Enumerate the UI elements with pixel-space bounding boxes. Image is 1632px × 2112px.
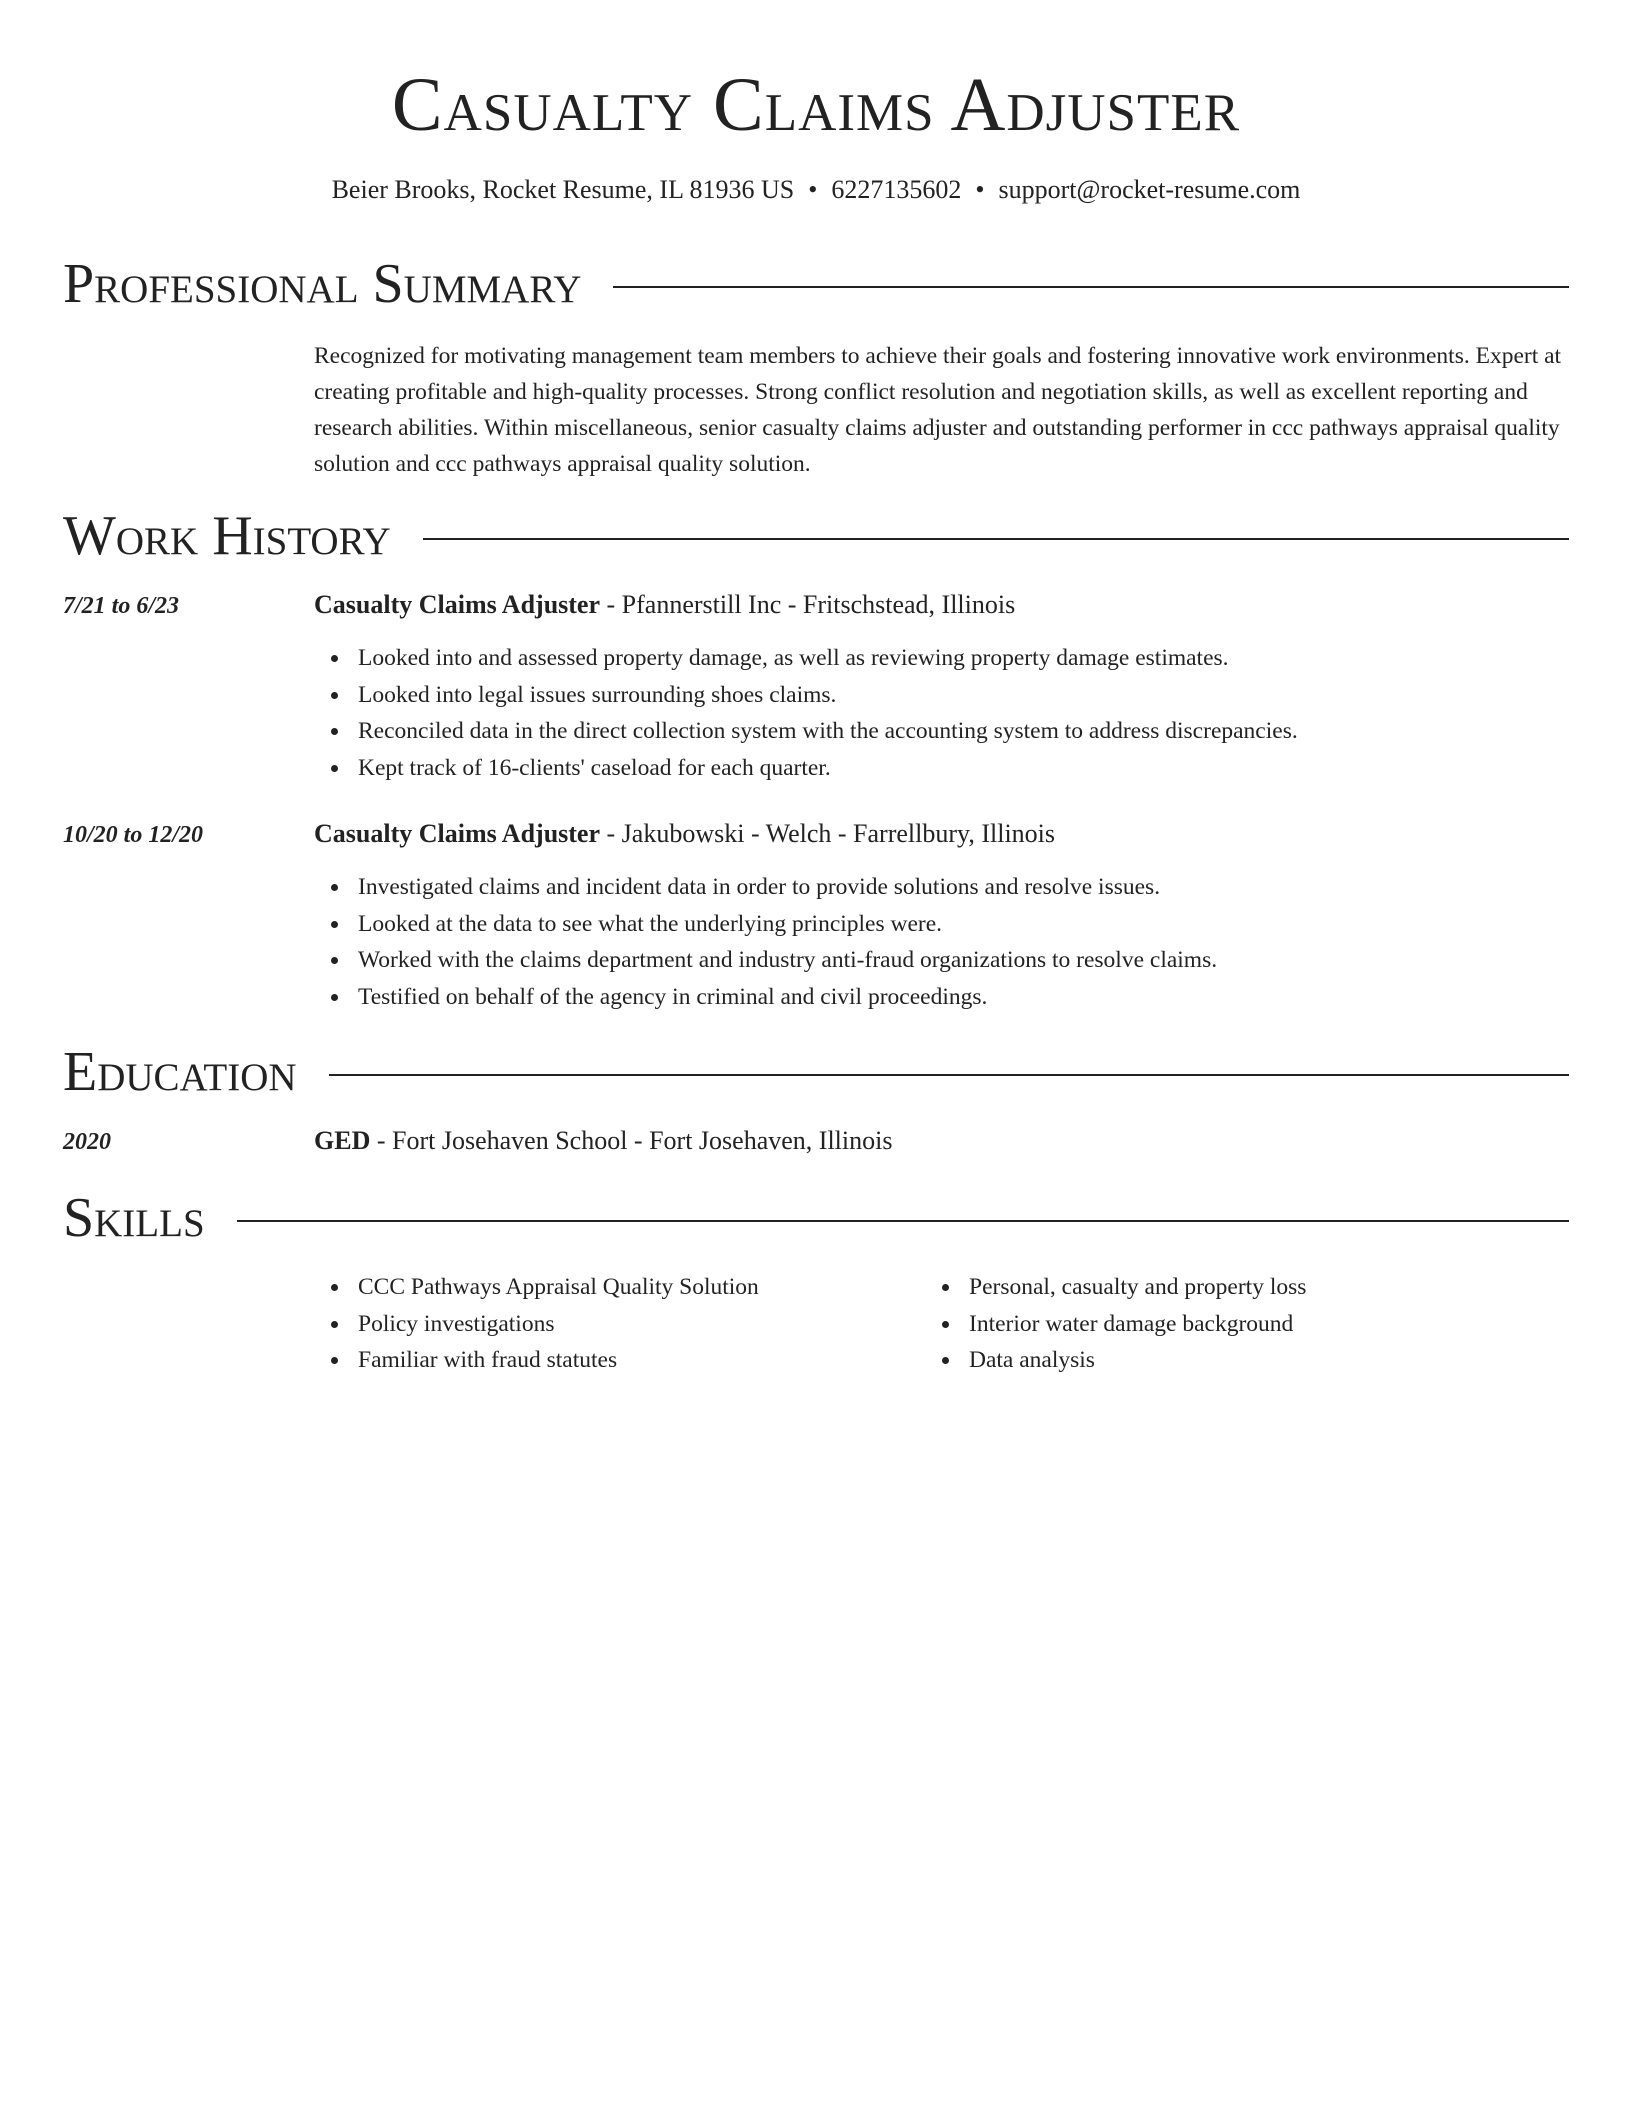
section-divider — [329, 1074, 1569, 1076]
list-item: Personal, casualty and property loss — [969, 1269, 1306, 1306]
section-divider — [237, 1220, 1569, 1222]
education-heading: Education — [63, 1041, 297, 1103]
contact-separator: • — [808, 175, 818, 204]
job-role: Casualty Claims Adjuster — [314, 590, 601, 619]
section-divider — [423, 538, 1569, 540]
education-degree: GED — [314, 1126, 371, 1155]
skills-section-header — [63, 1183, 1569, 1253]
job-role: Casualty Claims Adjuster — [314, 819, 601, 848]
list-item: Looked into and assessed property damage, as well as reviewing property damage estimates. — [358, 640, 1298, 677]
list-item: Investigated claims and incident data in order to provide solutions and resolve issues. — [358, 869, 1217, 906]
contact-line — [0, 174, 1632, 206]
list-item: Familiar with fraud statutes — [358, 1342, 759, 1379]
work-heading: Work History — [63, 505, 391, 567]
list-item: Looked at the data to see what the underlying principles were. — [358, 906, 1217, 943]
job-details: - Jakubowski - Welch - Farrellbury, Illinois — [600, 819, 1056, 848]
job-dates: 10/20 to 12/20 — [63, 822, 204, 848]
section-divider — [613, 286, 1569, 288]
list-item: Reconciled data in the direct collection system with the accounting system to address discrepancies. — [358, 713, 1298, 750]
skills-list-right — [925, 1269, 1306, 1379]
job-title-line — [314, 818, 1055, 850]
job-bullets — [314, 869, 1217, 1015]
list-item: Policy investigations — [358, 1306, 759, 1343]
work-section-header — [63, 501, 1569, 571]
resume-title: Casualty Claims Adjuster — [391, 63, 1241, 147]
job-dates: 7/21 to 6/23 — [63, 593, 180, 619]
education-details: - Fort Josehaven School - Fort Josehaven, Illinois — [370, 1126, 893, 1155]
list-item: Interior water damage background — [969, 1306, 1306, 1343]
list-item: Testified on behalf of the agency in criminal and civil proceedings. — [358, 979, 1217, 1016]
skills-heading: Skills — [63, 1187, 205, 1249]
list-item: Worked with the claims department and industry anti-fraud organizations to resolve claims. — [358, 942, 1217, 979]
job-details: - Pfannerstill Inc - Fritschstead, Illinois — [600, 590, 1016, 619]
job-title-line — [314, 589, 1015, 621]
summary-heading: Professional Summary — [63, 253, 582, 315]
contact-address: Beier Brooks, Rocket Resume, IL 81936 US — [331, 175, 795, 204]
contact-separator: • — [975, 175, 985, 204]
skills-list-left — [314, 1269, 759, 1379]
education-year: 2020 — [63, 1129, 111, 1155]
contact-phone: 6227135602 — [831, 175, 962, 204]
list-item: Kept track of 16-clients' caseload for each quarter. — [358, 750, 1298, 787]
education-section-header — [63, 1037, 1569, 1107]
list-item: Data analysis — [969, 1342, 1306, 1379]
list-item: CCC Pathways Appraisal Quality Solution — [358, 1269, 759, 1306]
summary-section-header — [63, 249, 1569, 319]
summary-text: Recognized for motivating management team members to achieve their goals and fostering innovative work environments. Expert at creating profitable and high-quality processes. Strong conflict resolution and negotiation skills, as well as excellent reporting and research abilities. Within miscellaneous, senior casualty claims adjuster and outstanding performer in ccc pathways appraisal quality solution and ccc pathways appraisal quality solution. — [314, 343, 1562, 477]
contact-email: support@rocket-resume.com — [998, 175, 1301, 204]
job-bullets — [314, 640, 1298, 786]
list-item: Looked into legal issues surrounding shoes claims. — [358, 677, 1298, 714]
education-line — [314, 1125, 892, 1157]
